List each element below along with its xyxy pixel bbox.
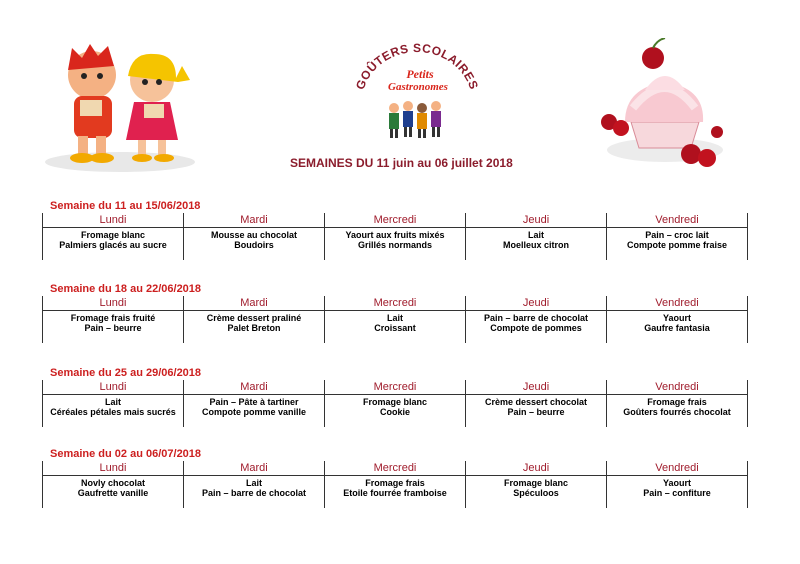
menu-item: Fromage blanc <box>362 397 427 407</box>
day-name: Vendredi <box>607 461 747 476</box>
menu-items <box>325 311 465 333</box>
menu-item: Compote pomme fraise <box>626 240 728 250</box>
menu-item: Grillés normands <box>357 240 433 250</box>
menu-items <box>43 476 183 498</box>
menu-item: Céréales pétales mais sucrés <box>50 407 176 417</box>
day-name: Vendredi <box>607 213 747 228</box>
day-name: Lundi <box>43 296 183 311</box>
menu-item: Gaufre fantasia <box>644 323 710 333</box>
week-grid <box>42 461 748 508</box>
week-grid <box>42 213 748 260</box>
menu-item: Pain – beurre <box>507 407 565 417</box>
day-column <box>184 213 325 260</box>
menu-items <box>43 311 183 333</box>
menu-item: Pain – confiture <box>643 488 711 498</box>
menu-item: Moelleux citron <box>502 240 569 250</box>
goters-scolaires-logo <box>352 40 482 150</box>
day-name: Mardi <box>184 213 324 228</box>
day-column <box>466 461 607 508</box>
menu-item: Cookie <box>379 407 410 417</box>
day-name: Lundi <box>43 213 183 228</box>
menu-item: Compote pomme vanille <box>201 407 307 417</box>
menu-items <box>325 395 465 417</box>
week-label: Semaine du 11 au 15/06/2018 <box>50 200 201 212</box>
menu-item: Fromage frais <box>647 397 707 407</box>
day-column <box>184 296 325 343</box>
menu-items <box>184 311 324 333</box>
menu-item: Pain – croc lait <box>645 230 709 240</box>
menu-items <box>184 476 324 498</box>
day-column <box>43 380 184 427</box>
week-block <box>42 367 748 427</box>
menu-items <box>184 228 324 250</box>
menu-item: Pain – barre de chocolat <box>483 313 589 323</box>
menu-item: Boudoirs <box>234 240 274 250</box>
logo-graphic <box>352 40 482 150</box>
week-block <box>42 448 748 508</box>
day-column <box>325 213 466 260</box>
menu-item: Pain – beurre <box>84 323 142 333</box>
menu-item: Fromage frais <box>365 478 425 488</box>
logo-brand-2: Gastronomes <box>388 81 448 93</box>
menu-item: Fromage blanc <box>80 230 145 240</box>
menu-item: Crème dessert chocolat <box>484 397 588 407</box>
page-title: SEMAINES DU 11 juin au 06 juillet 2018 <box>290 156 513 170</box>
menu-item: Spéculoos <box>513 488 559 498</box>
menu-item: Yaourt <box>662 313 691 323</box>
week-label: Semaine du 18 au 22/06/2018 <box>50 283 202 295</box>
day-name: Jeudi <box>466 296 606 311</box>
menu-item: Croissant <box>374 323 416 333</box>
day-name: Vendredi <box>607 380 747 395</box>
logo-arc-text: GOÛTERS SCOLAIRES <box>352 40 482 92</box>
day-column <box>466 380 607 427</box>
cupcake-illustration <box>595 38 725 170</box>
day-column <box>43 461 184 508</box>
day-name: Mardi <box>184 380 324 395</box>
menu-items <box>607 228 747 250</box>
menu-item: Mousse au chocolat <box>210 230 298 240</box>
menu-item: Lait <box>245 478 262 488</box>
menu-item: Fromage frais fruité <box>70 313 156 323</box>
week-block <box>42 283 748 343</box>
menu-item: Goûters fourrés chocolat <box>623 407 731 417</box>
day-name: Mardi <box>184 296 324 311</box>
menu-items <box>325 228 465 250</box>
menu-item: Palet Breton <box>227 323 281 333</box>
menu-item: Etoile fourrée framboise <box>343 488 447 498</box>
day-name: Vendredi <box>607 296 747 311</box>
menu-item: Lait <box>104 397 121 407</box>
menu-item: Fromage blanc <box>503 478 568 488</box>
menu-items <box>466 228 606 250</box>
day-column <box>466 213 607 260</box>
week-grid <box>42 296 748 343</box>
logo-brand-1: Petits <box>406 67 434 81</box>
day-column <box>184 380 325 427</box>
menu-items <box>607 476 747 498</box>
menu-item: Pain – Pâte à tartiner <box>209 397 299 407</box>
day-name: Lundi <box>43 461 183 476</box>
menu-item: Yaourt <box>662 478 691 488</box>
menu-items <box>43 228 183 250</box>
menu-item: Palmiers glacés au sucre <box>59 240 167 250</box>
menu-item: Compote de pommes <box>490 323 582 333</box>
day-name: Mercredi <box>325 213 465 228</box>
menu-items <box>466 476 606 498</box>
menu-item: Yaourt aux fruits mixés <box>345 230 445 240</box>
menu-items <box>607 395 747 417</box>
week-label: Semaine du 25 au 29/06/2018 <box>50 367 202 379</box>
day-column <box>184 461 325 508</box>
menu-items <box>607 311 747 333</box>
day-name: Jeudi <box>466 461 606 476</box>
day-name: Mardi <box>184 461 324 476</box>
day-column <box>607 380 747 427</box>
day-name: Jeudi <box>466 213 606 228</box>
menu-items <box>325 476 465 498</box>
day-column <box>607 461 747 508</box>
day-name: Mercredi <box>325 461 465 476</box>
menu-items <box>466 395 606 417</box>
week-label: Semaine du 02 au 06/07/2018 <box>50 448 202 460</box>
menu-item: Crème dessert praliné <box>206 313 302 323</box>
day-name: Jeudi <box>466 380 606 395</box>
day-column <box>466 296 607 343</box>
day-column <box>325 461 466 508</box>
day-column <box>607 296 747 343</box>
menu-items <box>184 395 324 417</box>
menu-item: Pain – barre de chocolat <box>201 488 307 498</box>
menu-item: Lait <box>386 313 403 323</box>
menu-item: Lait <box>527 230 544 240</box>
logo-characters-icon <box>389 101 441 138</box>
day-column <box>607 213 747 260</box>
week-block <box>42 200 748 260</box>
menu-item: Gaufrette vanille <box>77 488 149 498</box>
menu-items <box>43 395 183 417</box>
day-name: Mercredi <box>325 296 465 311</box>
menu-items <box>466 311 606 333</box>
week-grid <box>42 380 748 427</box>
day-column <box>43 213 184 260</box>
day-column <box>325 380 466 427</box>
day-column <box>43 296 184 343</box>
menu-item: Novly chocolat <box>80 478 145 488</box>
day-name: Mercredi <box>325 380 465 395</box>
day-name: Lundi <box>43 380 183 395</box>
kids-illustration <box>40 40 200 175</box>
day-column <box>325 296 466 343</box>
